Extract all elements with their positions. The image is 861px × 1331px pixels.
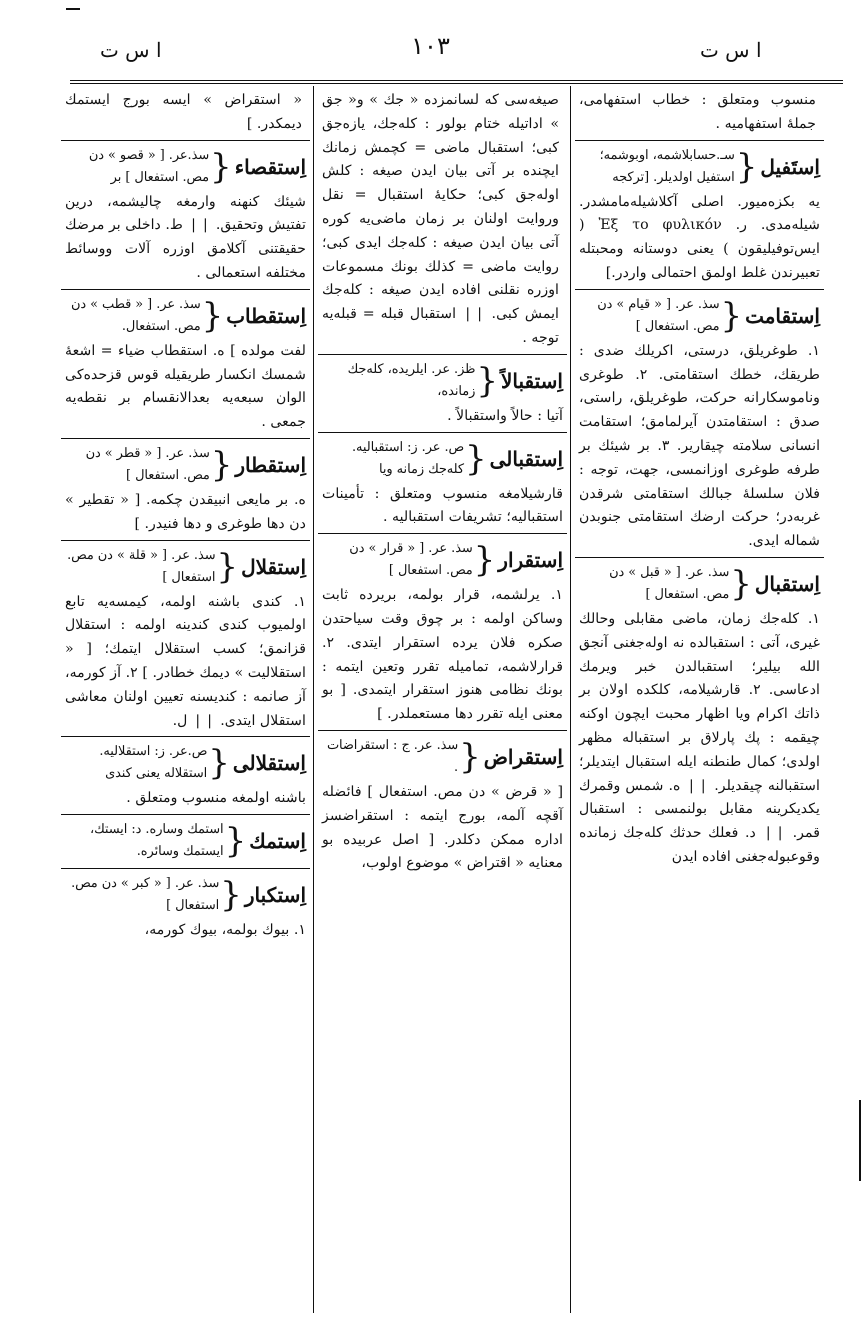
headword: اِستکبار <box>244 883 306 908</box>
dictionary-entry <box>575 140 824 289</box>
headword: اِستقبالاً <box>500 368 563 393</box>
header-rule-second <box>70 83 843 84</box>
brace-icon: { <box>730 563 752 604</box>
entry-body: ١. کندی باشنه اولمه، کیمسه‌یه تابع اولمیوب کندی کندینه اولمه : استقلال قزانمق؛ کسب استقلال ایتمك؛ [ « استقلالیت » دیمك خطادر. ] ٢. آز کورمه، آز صانمه : کندیسنه تعیین اولنان معاشی استقلال ایتدی. ❘❘ ل. <box>65 593 306 729</box>
entry-meta: سذ. عر. [ « قطر » دن مص. استفعال ] <box>85 445 210 483</box>
brace-icon: { <box>720 295 743 336</box>
entry-body: ١. یرلشمه، قرار بولمه، بریرده ثابت وساکن اولمه : بر چوق وقت سیاحتدن صکره فلان یرده استقرار ایتدی. ٢. قرارلاشمه، تمامیله تقرر وتعین ایتمه : بونك نظامی هنوز استقرار ایتمدی. [ بو معنی ایله تقرر دها مستعملدر. ] <box>322 587 563 723</box>
continuation-text: « استقراض » ایسه بورج ایستمك دیمکدر. ] <box>65 92 302 132</box>
entry-head <box>65 145 306 189</box>
entry-meta: سـ.حسابلاشمه، اوبوشمه؛ استفیل اولدیلر. [ترکجه <box>599 147 735 185</box>
dictionary-entry <box>575 289 824 557</box>
brace-icon: { <box>735 146 758 187</box>
entry-meta: سذ. عر. [ « قیام » دن مص. استفعال ] <box>597 296 720 334</box>
column-right <box>575 86 824 1313</box>
column-divider-right <box>570 86 571 1313</box>
continuation-text: منسوب ومتعلق : خطاب استفهامی، جملۀ استفهامیه . <box>579 92 816 132</box>
entry-meta: سذ. عر. [ « قطب » دن مص. استفعال. <box>70 296 201 334</box>
entry-head <box>579 145 820 189</box>
entry-meta: سذ. عر. [ « قرار » دن مص. استفعال ] <box>349 541 473 579</box>
column-divider-left <box>313 86 314 1313</box>
entry-head <box>322 735 563 779</box>
entry-body: شیئك کنهنه وارمغه چالیشمه، درین تفتیش وتحقیق. ❘❘ ط. داخلی بر مرضك حقیقتنی آکلامق اوزره آلات ووسائط مختلفه استعمالی . <box>65 193 306 281</box>
entry-body: ١. بیوك بولمه، بیوك کورمه، <box>144 922 306 939</box>
brace-icon: { <box>201 295 224 336</box>
brace-icon: { <box>476 360 498 401</box>
brace-icon: { <box>210 444 233 485</box>
dictionary-entry <box>318 432 567 534</box>
entry-head <box>322 538 563 582</box>
headword: اِستقرار <box>498 548 563 573</box>
headword: اِستقطاب <box>226 303 306 328</box>
headword: اِستمك <box>249 829 306 854</box>
entry-head <box>65 741 306 785</box>
dictionary-entry <box>61 868 310 946</box>
entry-meta: ص.عر. ز: استقلالیه. استقلاله یعنی کندی <box>99 744 208 782</box>
dictionary-entry <box>61 540 310 737</box>
entry-meta: ظز. عر. ایلریده، کله‌جك زمانده، <box>347 361 476 399</box>
entry-body: باشنه اولمغه منسوب ومتعلق . <box>126 790 306 807</box>
headword: اِستقصاء <box>234 154 306 179</box>
header-left-letters: ا س ت <box>100 38 162 62</box>
brace-icon: { <box>220 875 242 916</box>
entry-head <box>65 443 306 487</box>
entry-head <box>65 873 306 917</box>
brace-icon: { <box>216 546 239 587</box>
dictionary-entry <box>61 736 310 814</box>
headword: اِستقامت <box>745 303 820 328</box>
entry-body: ه. بر مایعی انبیقدن چکمه. [ « تقطیر » دن دها طوغری و دها فنیدر. ] <box>65 491 306 532</box>
page-number: ١٠٣ <box>411 32 450 60</box>
entry-head <box>65 819 306 863</box>
entry-meta: استمك وساره. د: ایستك، ایستمك وسائره. <box>89 822 224 860</box>
dictionary-entry <box>318 533 567 730</box>
column-left <box>61 86 310 1313</box>
dictionary-entry <box>61 140 310 289</box>
headword: اِستَفیل <box>760 154 820 179</box>
header-right-letters: ا س ت <box>700 38 762 62</box>
entry-head <box>65 294 306 338</box>
entry-body: یه بکزه‌میور. اصلی آکلاشیله‌مامشدر. شیله‌مدی. ر. Ἐξ το φυλικόν ( ایس‌توفیلیقون ) یعنی دوستانه ومحبتله تعبیرندن غلط اولمق احتمالی واردر.] <box>579 193 820 281</box>
entry-meta: سذ. عر. [ « قبل » دن مص. استفعال ] <box>609 564 730 602</box>
column-middle <box>318 86 567 1313</box>
page-header <box>0 32 861 78</box>
dictionary-entry <box>61 438 310 540</box>
headword: اِستقبال <box>754 571 820 596</box>
entry-head <box>579 294 820 338</box>
entry-meta: ص. عر. ز: استقبالیه. کله‌جك زمانه ویا <box>351 439 464 477</box>
entry-meta: سذ. عر. [ « کبر » دن مص. استفعال ] <box>71 876 220 914</box>
entry-head <box>579 562 820 606</box>
entry-head <box>322 359 563 403</box>
entry-body: [ « قرض » دن مص. استفعال ] فائضله آقچه آلمه، بورج ایتمه : استقراضسز اداره ممکن دکلدر. [ اصل عربیده بو معنایه « اقتراض » موضوع اولوب، <box>322 783 563 872</box>
entry-body: لفت مولده ] ه. استقطاب ضیاء = اشعۀ شمسك انکسار طریقیله قوس قزحده‌کی الوان سبعه‌یه بعدالانقسام بر نقطه‌یه جمعی . <box>65 342 306 431</box>
entry-head <box>322 437 563 481</box>
headword: اِستقبالی <box>489 446 563 471</box>
entry-meta: سذ.عر. [ « قصو » دن مص. استفعال ] بر <box>88 147 210 185</box>
brace-icon: { <box>224 821 247 862</box>
brace-icon: { <box>459 736 481 777</box>
dictionary-entry <box>575 557 824 873</box>
dictionary-entry <box>318 730 567 879</box>
entry-head <box>65 545 306 589</box>
page-corner-mark <box>66 8 80 10</box>
entry-body: ١. کله‌جك زمان، ماضی مقابلی وحالك غیری، آتی : استقبالده نه اوله‌جغنی آنجق الله بیلیر؛ استقبالدن خبر ویرمك ادعاسی. ٢. قارشیلامه، کلکده اولان بر ذاتك اکرام ویا اظهار محبت ایچون اوکنه چیقمه : پك پارلاق بر استقباله مظهر اولدی؛ کمال طنطنه ایله استقبال ایتدیلر؛ استقبالنه چیقدیلر. ❘❘ ه. شمس وقمرك یکدیکرینه مقابل بولنمسی : استقبال قمر. ❘❘ د. فعلك حدثك کله‌جك زمانده وقوعبوله‌جغنی افاده ایدن <box>579 610 820 865</box>
entry-meta: سذ. عر. [ « قلة » دن مص. استفعال ] <box>67 547 216 585</box>
dictionary-entry <box>61 814 310 868</box>
entry-body: ١. طوغریلق، درستی، اکریلك ضدی : طریقك، خطك استقامتی. ٢. طوغری وناموسکارانه حرکت، طوغریلق، راستی، صدق : استقامتدن آیرلمامق؛ استقامت انسانی سلامته چیقاریر. ٣. بر شیئك بر طرفه طوغری اوزانمسی، جهت، توجه : فلان سلسلۀ جبالك استقامتی شرقدن غربه‌در؛ حرکت ارضك استقامتی جنوبدن شماله ایدی. <box>579 342 821 550</box>
headword: اِستقطار <box>235 452 306 477</box>
headword: اِستقراض <box>483 744 563 769</box>
dictionary-entry <box>318 354 567 432</box>
headword: اِستقلال <box>241 554 306 579</box>
entry-body: قارشیلامغه منسوب ومتعلق : تأمینات استقبالیه؛ تشریفات استقبالیه . <box>322 485 563 526</box>
brace-icon: { <box>210 146 232 187</box>
brace-icon: { <box>473 540 496 581</box>
header-rule <box>70 80 843 81</box>
brace-icon: { <box>208 743 230 784</box>
headword: اِستقلالی <box>232 751 306 776</box>
entry-body: آتیا : حالاً واستقبالاً . <box>447 407 563 424</box>
entry-meta: سذ. عر. ج : استقراضات . <box>326 737 459 775</box>
dictionary-entry <box>61 289 310 438</box>
brace-icon: { <box>465 438 487 479</box>
continuation-text: صیغه‌سی که لسانمزده « جك » و« جق » اداتیله ختام بولور : کله‌جك، یازه‌جق کبی؛ استقبال ماضی = کچمش زمانك ایچنده بر آتی بیان ایدن صیغه : کلش اوله‌جق کبی؛ حکایۀ استقبال = نقل وروایت اولنان بر زمان ماضی‌یه کوره آتی بیان ایدن صیغه : کله‌جك ایدی کبی؛ روایت ماضی = کذلك بونك مسموعات اوزره نقلنی افاده ایدن صیغه : کله‌جك ایمش کبی. ❘❘ استقبال قبله = قبله‌یه توجه . <box>322 92 559 346</box>
